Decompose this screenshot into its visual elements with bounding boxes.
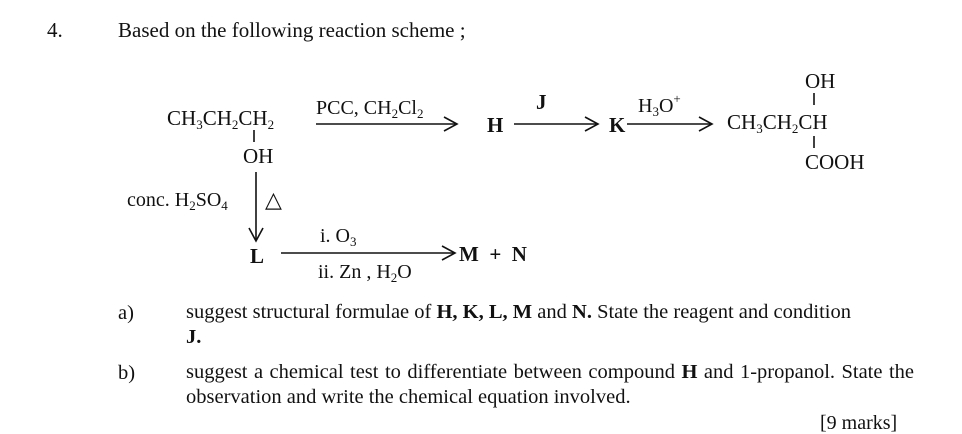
arrow-h3o bbox=[627, 117, 712, 131]
final-cooh: COOH bbox=[805, 150, 865, 174]
question-number: 4. bbox=[47, 18, 63, 42]
ozonolysis-step-1: i. $O_3$ bbox=[320, 225, 357, 249]
part-a-text: suggest structural formulae of H, K, L, M and N. State the reagent and condition J. bbox=[186, 301, 851, 348]
final-oh: OH bbox=[805, 69, 836, 93]
ozonolysis-step-2: ii. Zn , $H_2O$ bbox=[318, 261, 412, 285]
part-b-label: b) bbox=[118, 362, 136, 384]
reagent-h3o: $H_3O^+$ bbox=[638, 91, 681, 119]
arrow-pcc bbox=[316, 117, 457, 131]
question-intro: Based on the following reaction scheme ; bbox=[118, 18, 466, 42]
arrow-ozonolysis bbox=[281, 246, 455, 260]
compounds-m-n: M + N bbox=[459, 242, 527, 266]
reagent-h2so4: conc. $H_2SO_4$ bbox=[127, 189, 228, 213]
part-b-text: suggest a chemical test to differentiate between compound H and 1-propanol. State the observation and write the chemical equation involved. bbox=[186, 361, 914, 408]
final-product: $CH_3CH_2CH$ bbox=[727, 110, 828, 136]
arrow-j bbox=[514, 117, 598, 131]
compound-h: H bbox=[487, 113, 504, 137]
reagent-pcc: PCC, $CH_2Cl_2$ bbox=[316, 97, 424, 121]
reagent-j: J bbox=[536, 90, 547, 114]
heat-symbol: △ bbox=[265, 187, 282, 212]
compound-k: K bbox=[609, 113, 626, 137]
part-a-label: a) bbox=[118, 302, 134, 324]
marks: [9 marks] bbox=[820, 412, 898, 434]
starting-oh: OH bbox=[243, 144, 274, 168]
starting-material: $CH_3CH_2CH_2$ bbox=[167, 106, 275, 132]
arrow-dehydration bbox=[249, 172, 263, 241]
compound-l: L bbox=[250, 244, 265, 268]
